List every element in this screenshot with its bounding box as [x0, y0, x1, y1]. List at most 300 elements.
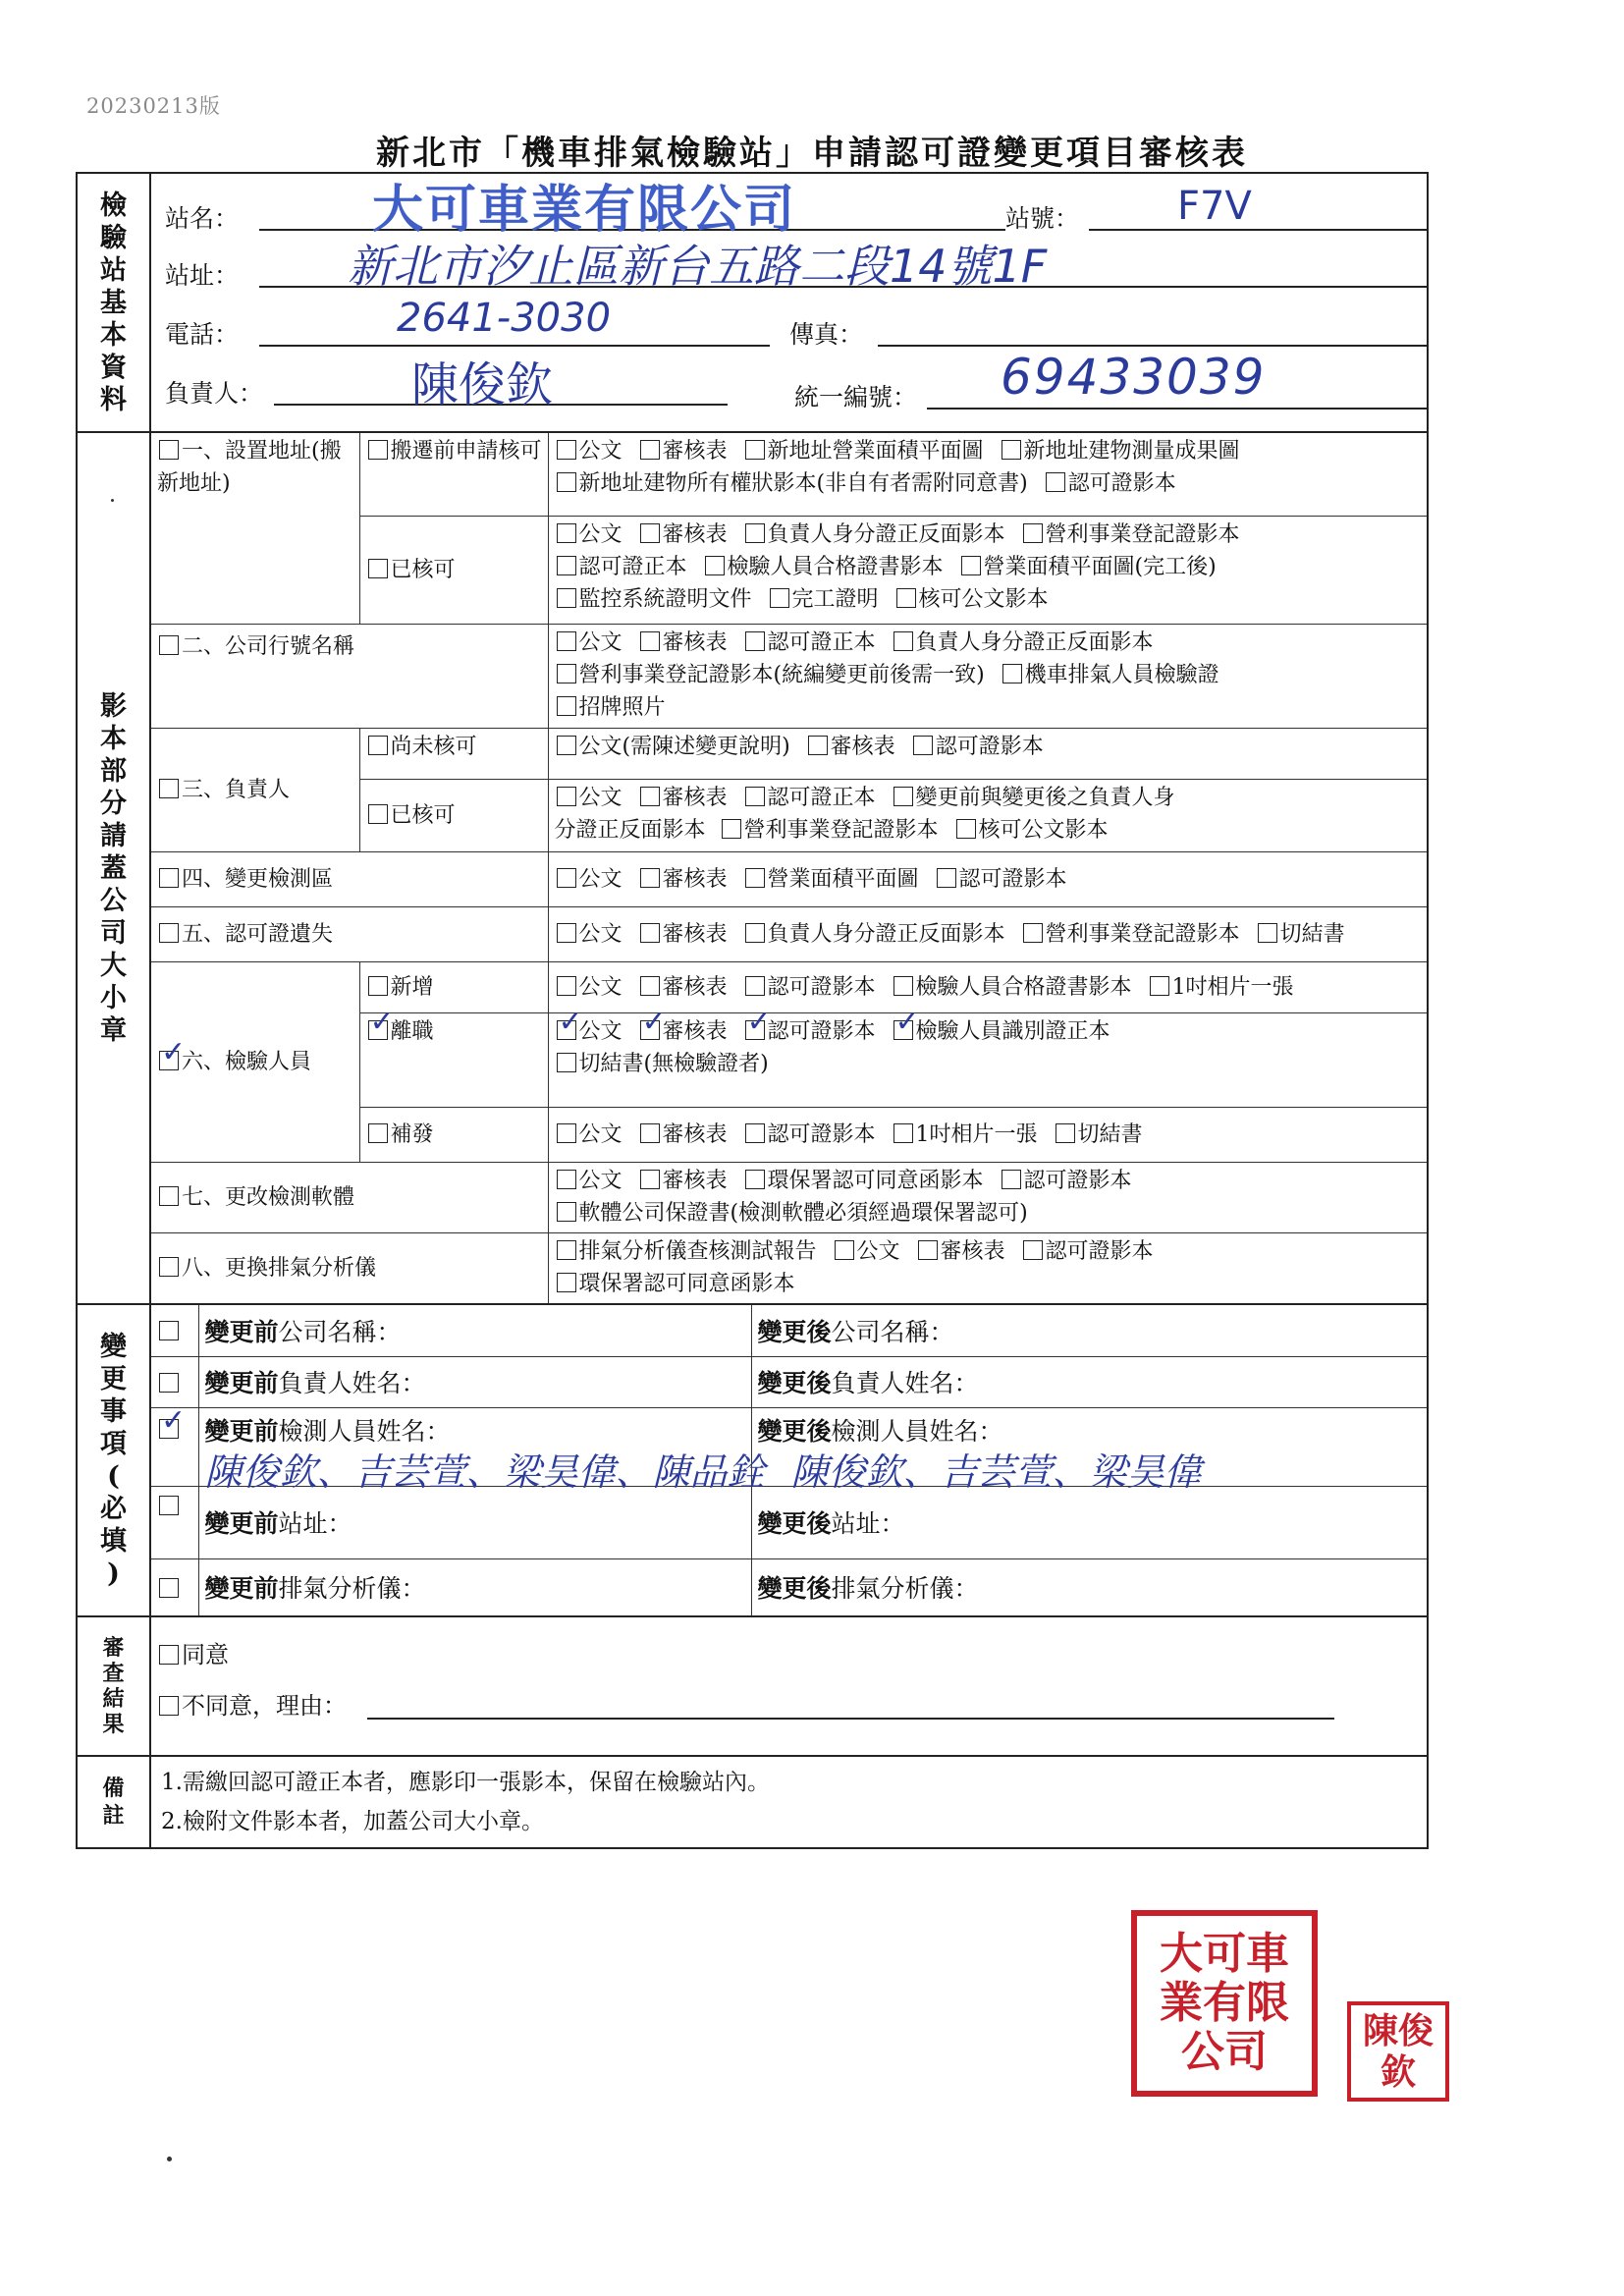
document-label: 審核表	[940, 1238, 1005, 1264]
document-checkbox[interactable]	[835, 1240, 854, 1260]
document-label: 認可證影本	[1045, 1238, 1154, 1264]
after-analyzer: 變更後排氣分析儀：	[751, 1558, 1427, 1615]
document-label: 新地址建物測量成果圖	[1023, 439, 1240, 464]
sub-owner-approved: 已核可	[359, 779, 548, 851]
document-label: 排氣分析儀查核測試報告	[578, 1238, 817, 1264]
document-item	[911, 735, 1044, 759]
document-checkbox[interactable]	[557, 976, 576, 996]
document-item	[638, 522, 728, 547]
document-checkbox[interactable]: ✓	[558, 1004, 583, 1039]
document-checkbox[interactable]: ✓	[641, 1004, 667, 1039]
document-checkbox[interactable]	[1001, 1170, 1021, 1189]
document-item	[743, 975, 876, 1000]
version-label: 20230213版	[86, 94, 221, 118]
document-label: 負責人身分證正反面影本	[915, 629, 1154, 655]
station-code-value[interactable]: F7V	[1177, 184, 1252, 229]
remark-1: 1.需繳回認可證正本者，應影印一張影本，保留在檢驗站內。	[161, 1770, 770, 1795]
document-checkbox[interactable]	[640, 868, 660, 888]
checkbox-agree[interactable]	[159, 1645, 179, 1665]
document-label: 審核表	[662, 921, 728, 947]
document-checkbox[interactable]	[745, 976, 765, 996]
document-item	[638, 1004, 728, 1044]
document-label: 負責人身分證正反面影本	[767, 521, 1005, 547]
document-checkbox[interactable]	[640, 440, 660, 460]
document-item	[892, 1122, 1038, 1147]
document-checkbox[interactable]	[745, 440, 765, 460]
document-checkbox[interactable]	[557, 1053, 576, 1072]
document-checkbox[interactable]	[640, 631, 660, 651]
document-item	[555, 867, 623, 892]
document-label: 完工證明	[791, 586, 879, 612]
document-item	[555, 735, 790, 759]
document-item	[1000, 1169, 1132, 1193]
category-inspector: ✓ 六、檢驗人員	[151, 961, 359, 1162]
docs-inspector-reissue	[548, 1107, 1427, 1162]
document-item	[555, 1239, 817, 1264]
document-item	[555, 1052, 769, 1076]
fax-label: 傳真：	[789, 320, 864, 349]
document-checkbox[interactable]	[640, 1170, 660, 1189]
document-label: 審核表	[662, 1018, 728, 1044]
document-checkbox[interactable]	[893, 787, 913, 806]
document-checkbox[interactable]	[557, 696, 576, 716]
checkbox-change-inspector[interactable]: ✓	[161, 1402, 187, 1438]
name-label: 站名：	[165, 204, 240, 233]
checkbox-change-analyzer[interactable]	[159, 1578, 179, 1598]
document-label: 營利事業登記證影本(統編變更前後需一致)	[578, 662, 985, 687]
document-label: 審核表	[662, 629, 728, 655]
document-label: 審核表	[662, 1168, 728, 1193]
document-label: 認可證影本	[767, 1121, 876, 1147]
after-owner-name: 變更後負責人姓名：	[751, 1356, 1427, 1407]
document-item	[833, 1239, 900, 1264]
document-checkbox[interactable]	[745, 787, 765, 806]
document-label: 公文	[578, 629, 623, 655]
document-checkbox[interactable]	[722, 819, 741, 839]
document-item	[638, 1169, 728, 1193]
document-label: 營利事業登記證影本	[1045, 521, 1240, 547]
before-inspector-names: 變更前檢測人員姓名： 陳俊欽、吉芸萱、梁昊偉、陳品銓	[198, 1407, 751, 1486]
document-checkbox[interactable]	[557, 1123, 576, 1143]
document-item	[743, 922, 1005, 947]
document-label: 切結書(無檢驗證者)	[578, 1051, 769, 1076]
document-checkbox[interactable]	[745, 631, 765, 651]
checkbox-inspector-reissue[interactable]	[368, 1123, 388, 1143]
document-item	[638, 439, 728, 464]
document-item	[743, 630, 876, 655]
document-checkbox[interactable]	[557, 1273, 576, 1292]
document-item	[1256, 922, 1345, 947]
document-checkbox[interactable]	[557, 1240, 576, 1260]
phone-label: 電話：	[165, 320, 240, 349]
document-label: 營利事業登記證影本	[743, 817, 939, 843]
document-label: 認可證影本	[767, 974, 876, 1000]
vertical-label: 備 註	[102, 1776, 125, 1829]
document-item	[892, 786, 1175, 810]
document-label: 審核表	[662, 521, 728, 547]
after-company-name: 變更後公司名稱：	[751, 1305, 1427, 1356]
document-item	[555, 1004, 623, 1044]
document-item	[1001, 663, 1219, 687]
document-label: 核可公文影本	[918, 586, 1049, 612]
document-item	[555, 630, 623, 655]
document-label: 新地址建物所有權狀影本(非自有者需附同意書)	[578, 471, 1028, 496]
document-label: 檢驗人員合格證書影本	[727, 554, 944, 579]
document-label: 審核表	[662, 866, 728, 892]
document-item	[892, 630, 1154, 655]
document-item	[1000, 439, 1240, 464]
document-item	[1148, 975, 1294, 1000]
review-form	[76, 172, 1429, 1849]
document-item	[638, 786, 728, 810]
document-label: 檢驗人員識別證正本	[915, 1018, 1110, 1044]
document-checkbox[interactable]	[557, 1202, 576, 1222]
document-checkbox[interactable]	[557, 588, 576, 608]
docs-cert-lost	[548, 906, 1427, 961]
section-review-label	[77, 1616, 150, 1756]
document-label: 1吋相片一張	[1171, 974, 1294, 1000]
document-checkbox[interactable]	[956, 819, 976, 839]
document-item	[935, 867, 1067, 892]
document-label: 監控系統證明文件	[578, 586, 752, 612]
docs-relocation-approved	[548, 516, 1427, 624]
document-item	[806, 735, 895, 759]
document-item	[555, 471, 1028, 496]
document-label: 營業面積平面圖(完工後)	[983, 554, 1217, 579]
sub-relocation-before: 搬遷前申請核可	[359, 433, 548, 516]
document-label: 認可證影本	[1023, 1168, 1132, 1193]
address-value[interactable]: 新北市汐止區新台五路二段14號1F	[348, 240, 1048, 293]
document-checkbox[interactable]	[745, 1123, 765, 1143]
scan-speck	[167, 2157, 172, 2161]
after-inspector-names: 變更後檢測人員姓名： 陳俊欽、吉芸萱、梁昊偉	[751, 1407, 1427, 1486]
document-item	[555, 587, 752, 612]
document-label: 公文	[578, 785, 623, 810]
document-item	[638, 975, 728, 1000]
company-seal	[1131, 1910, 1318, 2097]
category-analyzer: 八、更換排氣分析儀	[151, 1232, 548, 1303]
checkbox-change-owner[interactable]	[159, 1373, 179, 1393]
checkbox-disagree[interactable]	[159, 1696, 179, 1716]
document-label: 檢驗人員合格證書影本	[915, 974, 1132, 1000]
station-name-value[interactable]: 大可車業有限公司	[372, 181, 797, 240]
disagree-label: 不同意，理由：	[182, 1692, 347, 1720]
category-test-area: 四、變更檢測區	[151, 851, 548, 906]
category-owner: 三、負責人	[151, 728, 359, 851]
docs-owner-approved: 公文 審核表 認可證正本 變更前與變更後之負責人身 分證正反面影本 營利事業登記證影本 核可公文影本	[548, 779, 1427, 851]
document-label: 公文	[578, 866, 623, 892]
document-item	[743, 522, 1005, 547]
document-label: 認可證正本	[578, 554, 687, 579]
document-item	[743, 1122, 876, 1147]
document-item	[892, 1004, 1110, 1044]
document-label: 營利事業登記證影本	[1045, 921, 1240, 947]
document-label: 審核表	[662, 439, 728, 464]
checkbox-analyzer[interactable]	[159, 1257, 179, 1277]
document-item	[720, 818, 939, 843]
document-checkbox[interactable]	[640, 976, 660, 996]
document-checkbox[interactable]	[557, 472, 576, 492]
checkbox-relocation-approved[interactable]	[368, 559, 388, 578]
checkbox-inspector-new[interactable]	[368, 976, 388, 996]
document-label: 審核表	[662, 785, 728, 810]
document-label: 認可證影本	[958, 866, 1067, 892]
document-label: 公文	[578, 1168, 623, 1193]
sub-relocation-approved: 已核可	[359, 516, 548, 624]
owner-seal	[1347, 2001, 1449, 2102]
document-label: 核可公文影本	[978, 817, 1109, 843]
document-checkbox[interactable]	[808, 736, 828, 755]
category-software: 七、更改檢測軟體	[151, 1162, 548, 1232]
checkbox-relocation-before[interactable]	[368, 440, 388, 460]
document-item	[1021, 522, 1240, 547]
document-checkbox[interactable]	[893, 631, 913, 651]
document-checkbox[interactable]	[557, 523, 576, 543]
owner-label: 負責人：	[165, 379, 264, 408]
document-checkbox[interactable]	[557, 440, 576, 460]
document-checkbox[interactable]	[557, 923, 576, 943]
document-item	[555, 555, 687, 579]
checkbox-owner-approved[interactable]	[368, 804, 388, 824]
document-label: 公文	[578, 1018, 623, 1044]
document-item	[555, 1122, 623, 1147]
document-checkbox[interactable]	[913, 736, 933, 755]
document-label: 公文(需陳述變更說明)	[578, 734, 790, 759]
document-item	[892, 975, 1132, 1000]
docs-software	[548, 1162, 1427, 1232]
sub-inspector-new: 新增	[359, 961, 548, 1012]
document-checkbox[interactable]	[557, 556, 576, 575]
document-label: 公文	[578, 1121, 623, 1147]
document-checkbox[interactable]	[557, 631, 576, 651]
document-label: 審核表	[662, 974, 728, 1000]
document-label: 機車排氣人員檢驗證	[1024, 662, 1219, 687]
document-label: 切結書	[1279, 921, 1345, 947]
basic-info-panel	[150, 173, 1428, 432]
before-company-name: 變更前公司名稱：	[198, 1305, 751, 1356]
checkbox-relocation[interactable]	[159, 440, 179, 460]
document-label: 公文	[578, 974, 623, 1000]
document-item	[743, 786, 876, 810]
form-title: 新北市「機車排氣檢驗站」申請認可證變更項目審核表	[376, 134, 1248, 173]
remarks-panel	[150, 1756, 1428, 1848]
sub-inspector-reissue: 補發	[359, 1107, 548, 1162]
document-label: 軟體公司保證書(檢測軟體必須經過環保署認可)	[578, 1200, 1028, 1226]
document-checkbox[interactable]	[640, 1123, 660, 1143]
copies-table	[151, 433, 1427, 1303]
document-item	[768, 587, 879, 612]
document-checkbox[interactable]	[937, 868, 956, 888]
before-inspector-handwritten[interactable]: 陳俊欽、吉芸萱、梁昊偉、陳品銓	[204, 1449, 765, 1494]
section-copies-label	[77, 432, 150, 1304]
document-item	[743, 1004, 876, 1044]
checkbox-owner[interactable]	[159, 779, 179, 798]
category-company-name: 二、公司行號名稱	[151, 624, 548, 728]
checkbox-owner-pending[interactable]	[368, 736, 388, 755]
document-item	[1021, 1239, 1154, 1264]
document-item	[1044, 471, 1176, 496]
vertical-label: 檢 驗 站 基 本 資 料	[100, 190, 127, 415]
document-label: 公文	[856, 1238, 900, 1264]
document-label: 負責人身分證正反面影本	[767, 921, 1005, 947]
document-label: 認可證正本	[767, 785, 876, 810]
document-item	[638, 867, 728, 892]
document-item	[959, 555, 1217, 579]
document-checkbox[interactable]	[640, 787, 660, 806]
document-item	[555, 663, 985, 687]
code-label: 站號：	[1005, 204, 1080, 233]
changes-table	[151, 1305, 1427, 1615]
owner-seal-text: 陳俊欽	[1362, 2010, 1434, 2093]
document-checkbox[interactable]	[770, 588, 789, 608]
docs-inspector-resign	[548, 1004, 1427, 1107]
checkbox-company-name[interactable]	[159, 635, 179, 655]
tax-label: 統一編號：	[794, 383, 918, 411]
document-label: 審核表	[662, 1121, 728, 1147]
document-checkbox[interactable]	[557, 787, 576, 806]
document-item	[555, 1169, 623, 1193]
checkbox-change-address[interactable]	[159, 1496, 179, 1515]
vertical-label: 審 查 結 果	[102, 1635, 125, 1737]
document-item	[638, 1122, 728, 1147]
document-item	[1021, 922, 1240, 947]
document-item	[555, 1272, 795, 1296]
phone-value[interactable]: 2641-3030	[397, 296, 612, 341]
docs-relocation-before	[548, 433, 1427, 516]
vertical-label: 影 本 部 分 請 蓋 公 司 大 小 章	[100, 690, 127, 1046]
document-checkbox[interactable]	[1023, 1240, 1043, 1260]
document-item	[555, 522, 623, 547]
docs-test-area	[548, 851, 1427, 906]
document-checkbox[interactable]	[1046, 472, 1065, 492]
remark-2: 2.檢附文件影本者，加蓋公司大小章。	[161, 1809, 544, 1834]
document-label: 認可證影本	[935, 734, 1044, 759]
agree-label: 同意	[182, 1641, 229, 1668]
document-checkbox[interactable]	[745, 868, 765, 888]
document-item	[638, 922, 728, 947]
scan-speck-2	[111, 499, 114, 502]
document-checkbox[interactable]	[745, 523, 765, 543]
document-label: 公文	[578, 439, 623, 464]
document-item	[954, 818, 1109, 843]
document-checkbox[interactable]	[1150, 976, 1169, 996]
company-seal-text: 大可車業有限公司	[1160, 1929, 1289, 2077]
document-item	[743, 1169, 984, 1193]
document-item	[555, 922, 623, 947]
tax-id-value[interactable]: 69433039	[1001, 349, 1267, 406]
document-checkbox[interactable]	[640, 923, 660, 943]
document-checkbox[interactable]	[1001, 440, 1021, 460]
docs-company-name	[548, 624, 1427, 728]
checkbox-change-company[interactable]	[159, 1321, 179, 1340]
document-checkbox[interactable]	[1023, 923, 1043, 943]
document-checkbox[interactable]	[893, 976, 913, 996]
document-label: 環保署認可同意函影本	[578, 1271, 795, 1296]
before-analyzer: 變更前排氣分析儀：	[198, 1558, 751, 1615]
document-item	[638, 630, 728, 655]
owner-value[interactable]: 陳俊欽	[411, 357, 554, 412]
document-checkbox[interactable]	[557, 736, 576, 755]
document-label: 新地址營業面積平面圖	[767, 439, 984, 464]
docs-analyzer	[548, 1232, 1427, 1303]
document-checkbox[interactable]	[918, 1240, 938, 1260]
document-label: 營業面積平面圖	[767, 866, 919, 892]
address-label: 站址：	[165, 261, 240, 290]
document-checkbox[interactable]	[640, 523, 660, 543]
document-checkbox[interactable]	[1056, 1123, 1075, 1143]
document-checkbox[interactable]	[1023, 523, 1043, 543]
document-item	[555, 1201, 1028, 1226]
document-label: 招牌照片	[578, 694, 666, 720]
document-label: 審核表	[830, 734, 895, 759]
document-item	[743, 867, 919, 892]
document-item	[555, 695, 666, 720]
document-checkbox[interactable]	[557, 868, 576, 888]
document-item	[1054, 1122, 1143, 1147]
vertical-label: 變 更 事 項 ( 必 填 )	[100, 1332, 127, 1589]
document-label: 認可證影本	[767, 1018, 876, 1044]
document-checkbox[interactable]	[557, 1170, 576, 1189]
document-item	[916, 1239, 1005, 1264]
document-item	[555, 786, 623, 810]
document-checkbox[interactable]	[961, 556, 981, 575]
document-checkbox[interactable]	[1002, 664, 1022, 683]
document-item	[894, 587, 1049, 612]
docs-inspector-new	[548, 961, 1427, 1012]
document-checkbox[interactable]	[557, 664, 576, 683]
document-item	[703, 555, 944, 579]
document-checkbox[interactable]	[745, 1170, 765, 1189]
before-owner-name: 變更前負責人姓名：	[198, 1356, 751, 1407]
document-label: 1吋相片一張	[915, 1121, 1038, 1147]
checkbox-inspector[interactable]: ✓	[161, 1034, 187, 1069]
after-inspector-handwritten[interactable]: 陳俊欽、吉芸萱、梁昊偉	[790, 1449, 1202, 1494]
section-remarks-label	[77, 1756, 150, 1848]
checkbox-software[interactable]	[159, 1186, 179, 1206]
checkbox-inspector-resign[interactable]: ✓	[369, 1004, 395, 1039]
document-item	[743, 439, 984, 464]
section-basic-label	[77, 173, 150, 432]
document-checkbox[interactable]	[745, 923, 765, 943]
document-label: 認可證影本	[1067, 471, 1176, 496]
sub-inspector-resign: ✓ 離職	[359, 1012, 548, 1107]
before-address: 變更前站址：	[198, 1486, 751, 1558]
document-checkbox[interactable]	[1258, 923, 1277, 943]
document-checkbox[interactable]: ✓	[894, 1004, 920, 1039]
category-cert-lost: 五、認可證遺失	[151, 906, 548, 961]
document-label: 公文	[578, 521, 623, 547]
document-checkbox[interactable]	[893, 1123, 913, 1143]
reason-line[interactable]	[367, 1718, 1334, 1720]
document-checkbox[interactable]: ✓	[746, 1004, 772, 1039]
after-address: 變更後站址：	[751, 1486, 1427, 1558]
review-panel	[151, 1617, 1427, 1755]
category-relocation: 一、設置地址(搬新地址)	[151, 433, 359, 624]
checkbox-test-area[interactable]	[159, 868, 179, 888]
document-label: 環保署認可同意函影本	[767, 1168, 984, 1193]
checkbox-cert-lost[interactable]	[159, 923, 179, 943]
document-label: 公文	[578, 921, 623, 947]
document-checkbox[interactable]	[896, 588, 916, 608]
document-label: 切結書	[1077, 1121, 1143, 1147]
document-label: 變更前與變更後之負責人身	[915, 785, 1175, 810]
document-item	[555, 439, 623, 464]
document-checkbox[interactable]	[705, 556, 725, 575]
document-item	[555, 975, 623, 1000]
docs-owner-pending	[548, 728, 1427, 779]
sub-owner-pending: 尚未核可	[359, 728, 548, 779]
document-label: 認可證正本	[767, 629, 876, 655]
